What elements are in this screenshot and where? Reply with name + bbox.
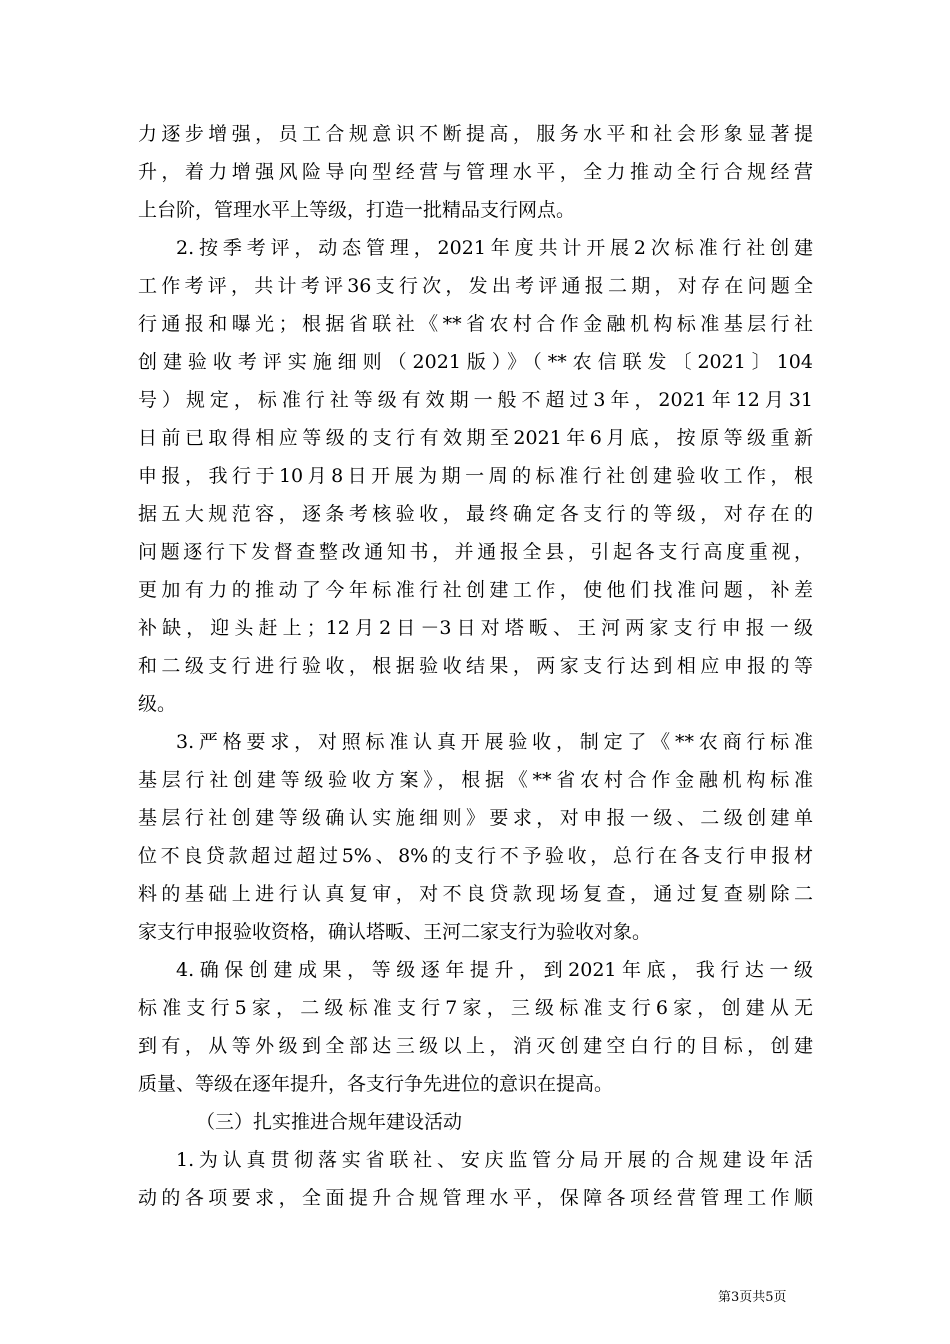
text-line: 行通报和曝光；根据省联社《**省农村合作金融机构标准基层行社	[138, 313, 813, 335]
text-line: 位不良贷款超过超过5%、8%的支行不予验收，总行在各支行申报材	[138, 845, 813, 867]
text-line: 问题逐行下发督查整改通知书，并通报全县，引起各支行高度重视，	[138, 541, 813, 563]
text-line: 更加有力的推动了今年标准行社创建工作，使他们找准问题，补差	[138, 579, 813, 601]
text-line: 号）规定，标准行社等级有效期一般不超过3年，2021年12月31	[138, 389, 813, 411]
text-line: 基层行社创建等级确认实施细则》要求，对申报一级、二级创建单	[138, 807, 813, 829]
text-line: 创建验收考评实施细则（2021版）》（**农信联发〔2021〕104	[138, 351, 813, 373]
text-line: 据五大规范容，逐条考核验收，最终确定各支行的等级，对存在的	[138, 503, 813, 525]
text-line: （三）扎实推进合规年建设活动	[196, 1111, 463, 1133]
text-line: 申报，我行于10月8日开展为期一周的标准行社创建验收工作，根	[138, 465, 813, 487]
text-line: 2.按季考评，动态管理，2021年度共计开展2次标准行社创建	[176, 237, 813, 259]
text-line: 质量、等级在逐年提升，各支行争先进位的意识在提高。	[138, 1073, 614, 1095]
text-line: 力逐步增强，员工合规意识不断提高，服务水平和社会形象显著提	[138, 123, 813, 145]
text-line: 1.为认真贯彻落实省联社、安庆监管分局开展的合规建设年活	[176, 1149, 813, 1171]
text-line: 工作考评，共计考评36支行次，发出考评通报二期，对存在问题全	[138, 275, 813, 297]
text-line: 上台阶，管理水平上等级，打造一批精品支行网点。	[138, 199, 576, 221]
text-line: 家支行申报验收资格，确认塔畈、王河二家支行为验收对象。	[138, 921, 652, 943]
text-line: 到有，从等外级到全部达三级以上，消灭创建空白行的目标，创建	[138, 1035, 813, 1057]
text-line: 4.确保创建成果，等级逐年提升，到2021年底，我行达一级	[176, 959, 813, 981]
text-line: 标准支行5家，二级标准支行7家，三级标准支行6家，创建从无	[138, 997, 813, 1019]
text-line: 日前已取得相应等级的支行有效期至2021年6月底，按原等级重新	[138, 427, 813, 449]
text-line: 和二级支行进行验收，根据验收结果，两家支行达到相应申报的等	[138, 655, 813, 677]
text-line: 基层行社创建等级验收方案》，根据《**省农村合作金融机构标准	[138, 769, 813, 791]
text-line: 级。	[138, 693, 177, 715]
text-line: 3.严格要求，对照标准认真开展验收，制定了《**农商行标准	[176, 731, 813, 753]
text-line: 补缺，迎头赶上；12月2日－3日对塔畈、王河两家支行申报一级	[138, 617, 813, 639]
text-line: 动的各项要求，全面提升合规管理水平，保障各项经营管理工作顺	[138, 1187, 813, 1209]
document-body	[138, 115, 813, 1217]
page-number: 第3页共5页	[718, 1290, 787, 1305]
text-line: 料的基础上进行认真复审，对不良贷款现场复查，通过复查剔除二	[138, 883, 813, 905]
text-line: 升，着力增强风险导向型经营与管理水平，全力推动全行合规经营	[138, 161, 813, 183]
